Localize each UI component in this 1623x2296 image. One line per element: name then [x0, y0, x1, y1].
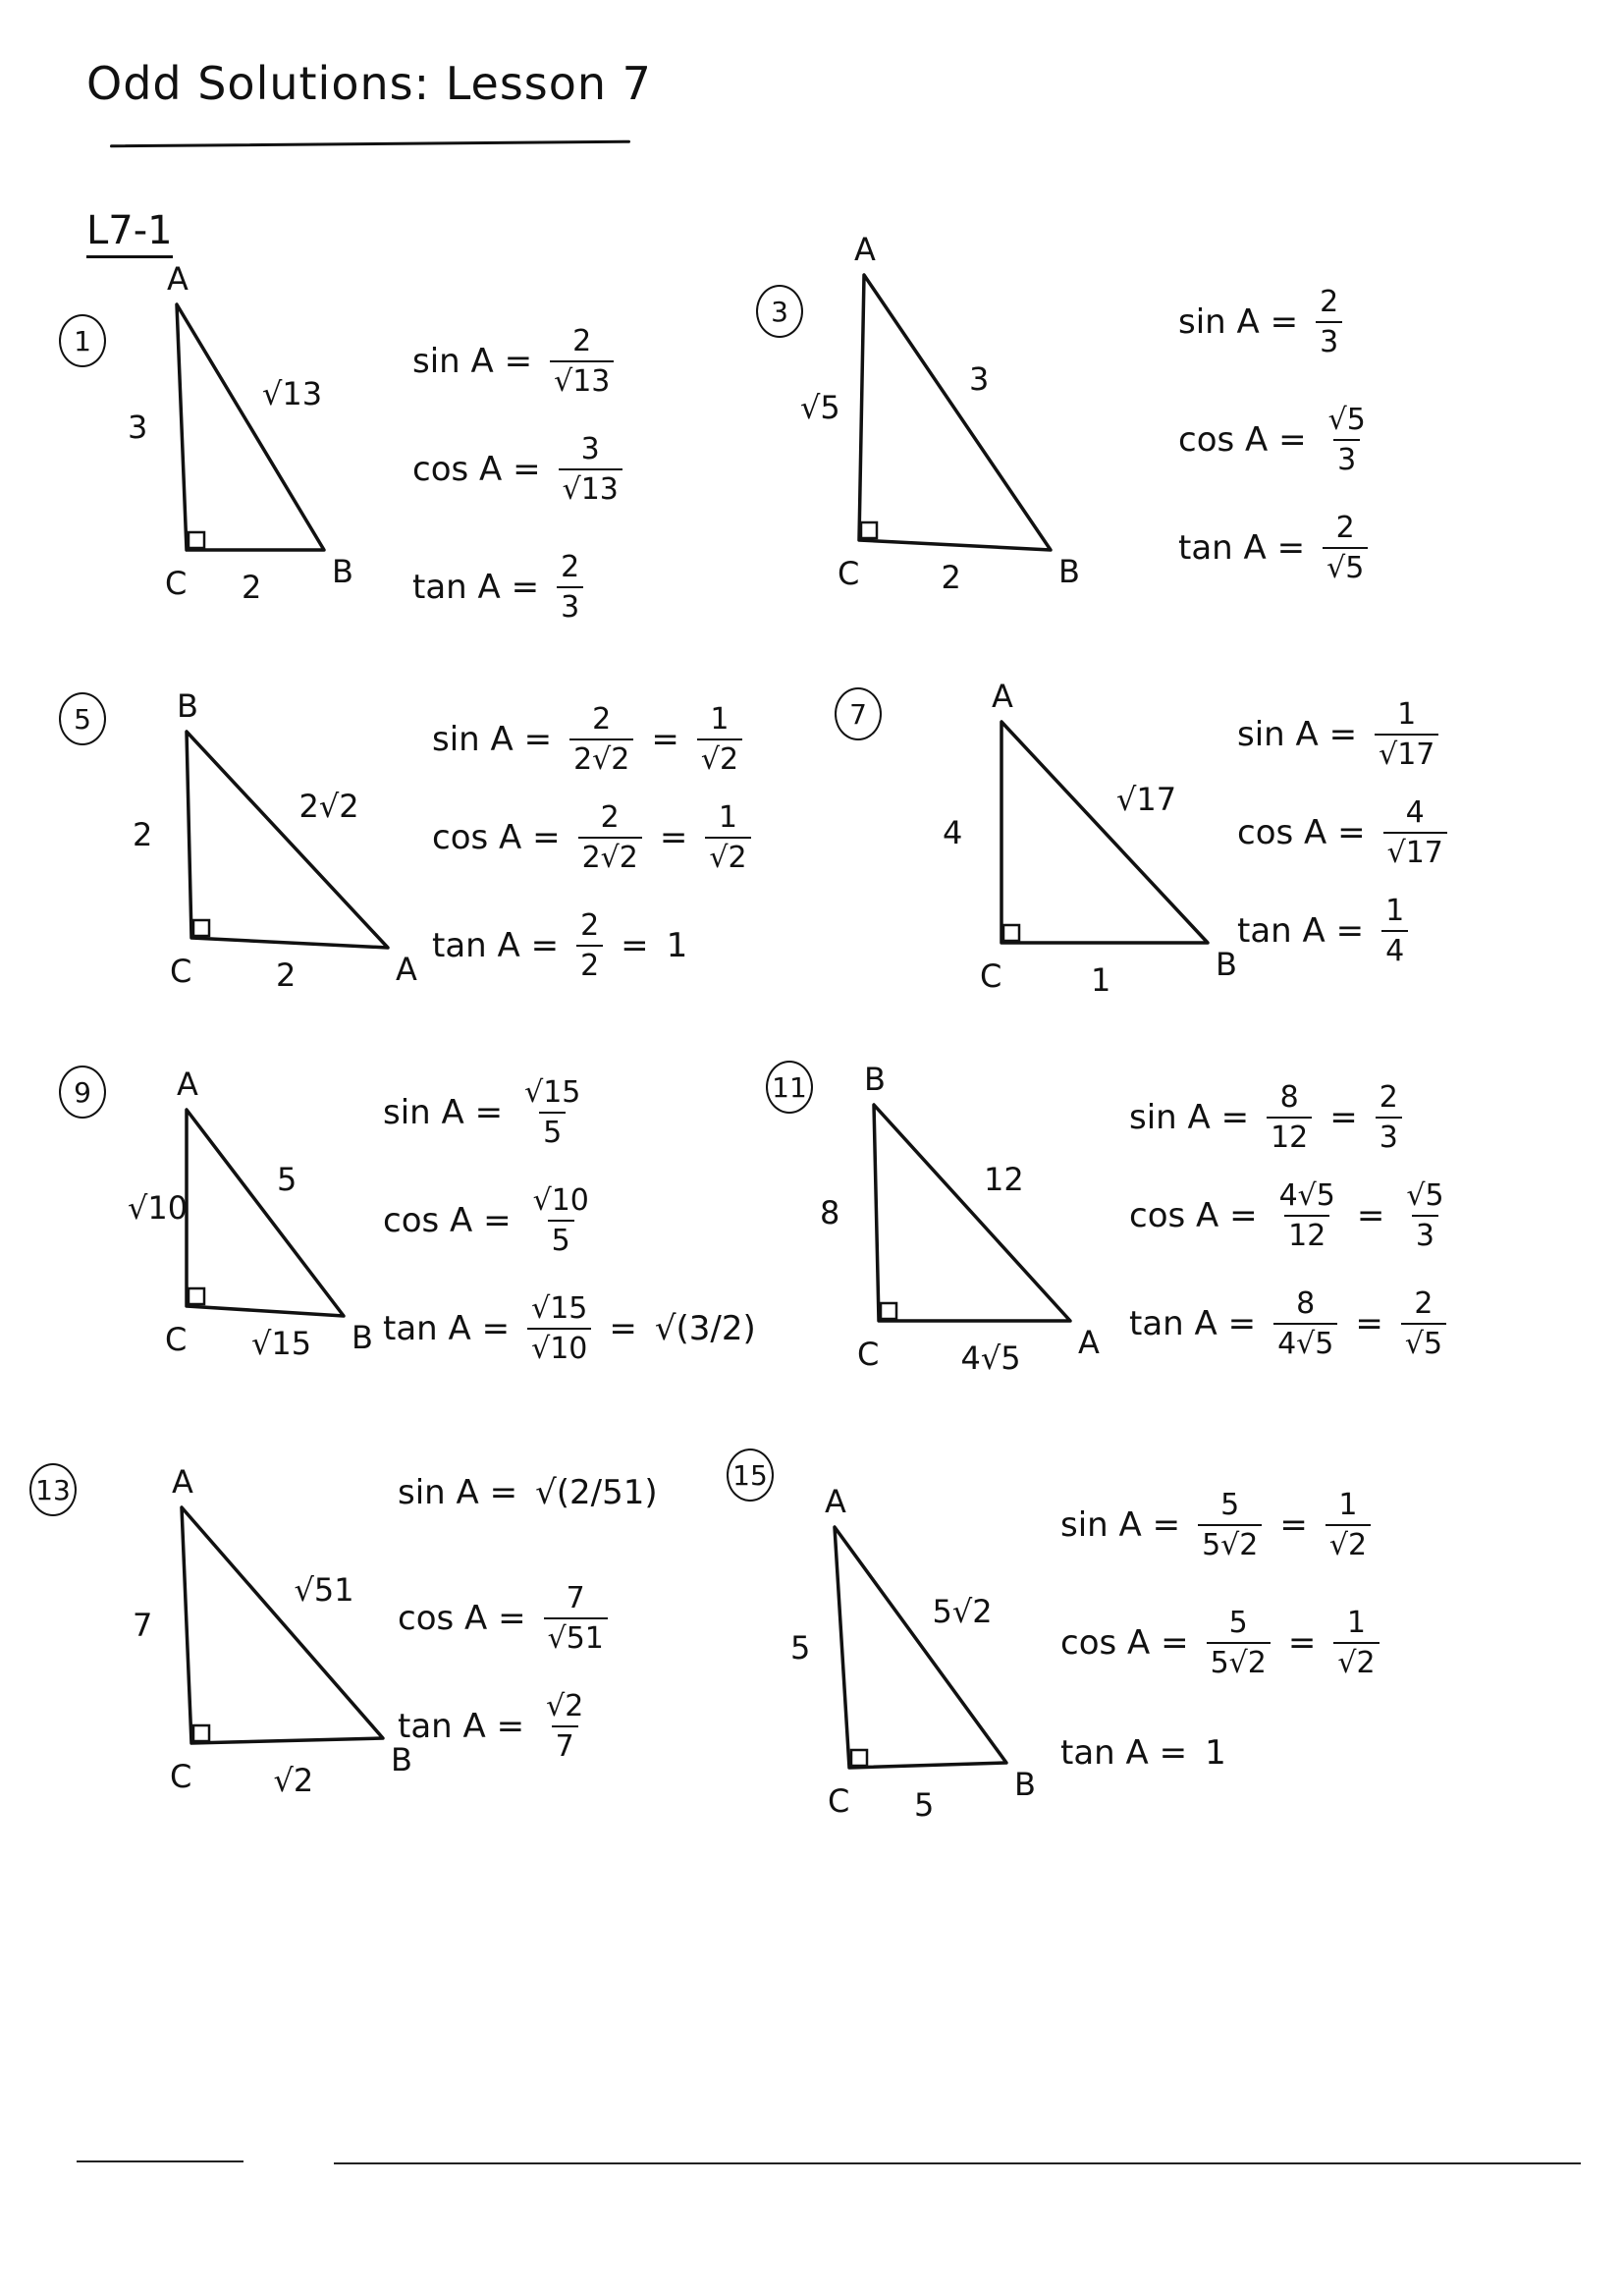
sin-label: sin A =: [1178, 302, 1299, 342]
vertex-label-c: C: [165, 1321, 188, 1358]
right-triangle-diagram: [29, 1444, 442, 1797]
sin-equation: [1178, 285, 1350, 359]
cos-equation: [383, 1183, 601, 1258]
denominator: 2√2: [578, 837, 642, 875]
cos-equation: [432, 800, 759, 875]
cos-label: cos A =: [398, 1599, 526, 1638]
denominator: √2: [697, 738, 742, 777]
side-label-vertical: 7: [133, 1607, 153, 1644]
side-label-hypotenuse: 5: [277, 1161, 298, 1198]
tan-equation: [432, 908, 687, 983]
vertex-label-top: A: [172, 1463, 193, 1501]
fraction: [705, 800, 750, 875]
fraction: [569, 702, 633, 777]
problem-number: 15: [727, 1449, 774, 1502]
equals-sign: =: [609, 1309, 637, 1348]
right-angle-marker: [193, 920, 209, 936]
cos-label: cos A =: [1060, 1623, 1189, 1663]
tan-equation: [383, 1291, 756, 1366]
denominator: 12: [1284, 1215, 1329, 1253]
equals-sign: =: [621, 926, 649, 965]
numerator: 7: [566, 1581, 585, 1615]
side-label-hypotenuse: 5√2: [932, 1593, 993, 1630]
result-value: 1: [666, 926, 688, 965]
section-heading: L7-1: [86, 208, 173, 258]
numerator: 1: [1338, 1488, 1358, 1522]
side-label-vertical: 2: [133, 816, 153, 853]
tan-label: tan A =: [412, 568, 540, 607]
cos-label: cos A =: [1129, 1196, 1258, 1235]
side-label-horizontal: 2: [276, 957, 297, 994]
fraction: [1323, 511, 1368, 585]
fraction: [557, 550, 583, 625]
fraction: [1198, 1488, 1262, 1562]
vertex-label-top: A: [992, 678, 1013, 715]
right-triangle-diagram: [59, 304, 471, 658]
denominator: 3: [557, 586, 583, 625]
tan-label: tan A =: [1178, 528, 1306, 568]
fraction: [1275, 1178, 1339, 1253]
vertex-label-other: B: [1058, 553, 1080, 590]
cos-label: cos A =: [1178, 420, 1307, 460]
fraction: [527, 1291, 591, 1366]
sin-equation: [432, 702, 750, 777]
equals-sign: =: [1279, 1505, 1308, 1545]
denominator: √51: [544, 1617, 608, 1656]
tan-equation: [1178, 511, 1376, 585]
vertex-label-other: B: [1216, 946, 1237, 983]
vertex-label-top: A: [177, 1066, 198, 1103]
cos-equation: [398, 1581, 616, 1656]
side-label-vertical: √10: [128, 1189, 189, 1227]
denominator: 3: [1333, 439, 1360, 477]
vertex-label-c: C: [170, 1758, 192, 1795]
sin-equation: [412, 324, 622, 399]
problem-number: 3: [756, 285, 803, 338]
side-label-hypotenuse: √17: [1116, 780, 1177, 818]
denominator: √2: [705, 837, 750, 875]
fraction: [520, 1075, 584, 1150]
vertex-label-c: C: [838, 555, 860, 592]
footer-rule-short: [77, 2160, 243, 2162]
problem-number: 5: [59, 692, 106, 745]
fraction: [1402, 1178, 1447, 1253]
denominator: 4√5: [1273, 1323, 1337, 1361]
numerator: 2: [572, 324, 592, 358]
side-label-vertical: 4: [943, 813, 963, 851]
right-angle-marker: [1003, 925, 1019, 941]
tan-equation: [1060, 1733, 1226, 1773]
right-angle-marker: [189, 1288, 204, 1304]
numerator: 2: [1379, 1080, 1398, 1115]
numerator: 2: [561, 550, 580, 584]
vertex-label-top: B: [864, 1061, 886, 1098]
fraction: [697, 702, 742, 777]
fraction: [1375, 697, 1438, 772]
denominator: √5: [1401, 1323, 1446, 1361]
vertex-label-other: A: [1078, 1324, 1100, 1361]
denominator: √13: [550, 360, 614, 399]
title-underline: [110, 140, 630, 148]
numerator: √15: [524, 1075, 581, 1110]
numerator: √10: [532, 1183, 589, 1218]
denominator: 5: [539, 1112, 566, 1150]
tan-equation: [1237, 894, 1416, 968]
cos-equation: [1129, 1178, 1456, 1253]
vertex-label-c: C: [980, 957, 1002, 995]
cos-label: cos A =: [412, 450, 541, 489]
denominator: 5√2: [1198, 1524, 1262, 1562]
numerator: 2: [1320, 285, 1339, 319]
denominator: √2: [1333, 1642, 1379, 1680]
sin-label: sin A =: [1129, 1098, 1250, 1137]
side-label-horizontal: √2: [273, 1762, 314, 1799]
vertex-label-c: C: [170, 953, 192, 990]
fraction: [1325, 1488, 1371, 1562]
numerator: 4√5: [1278, 1178, 1335, 1213]
numerator: 8: [1279, 1080, 1299, 1115]
fraction: [1376, 1080, 1402, 1155]
cos-label: cos A =: [432, 818, 561, 857]
numerator: √2: [546, 1689, 584, 1723]
fraction: [1383, 795, 1447, 870]
sin-label: sin A =: [398, 1473, 518, 1512]
right-triangle-diagram: [756, 275, 1168, 629]
numerator: 1: [710, 702, 730, 737]
denominator: √10: [527, 1328, 591, 1366]
vertex-label-top: A: [854, 231, 876, 268]
denominator: 2: [576, 945, 603, 983]
vertex-label-c: C: [857, 1336, 880, 1373]
side-label-horizontal: √15: [251, 1325, 312, 1362]
side-label-horizontal: 1: [1091, 961, 1111, 999]
side-label-horizontal: 4√5: [960, 1339, 1021, 1377]
sin-label: sin A =: [383, 1093, 504, 1132]
vertex-label-top: B: [177, 687, 198, 725]
problem-number: 11: [766, 1061, 813, 1114]
sin-equation: [383, 1075, 592, 1150]
fraction: [1381, 894, 1408, 968]
denominator: 5: [548, 1220, 574, 1258]
vertex-label-top: A: [167, 260, 189, 298]
numerator: 1: [1397, 697, 1417, 732]
denominator: √5: [1323, 547, 1368, 585]
sin-equation: [1129, 1080, 1410, 1155]
fraction: [550, 324, 614, 399]
fraction: [576, 908, 603, 983]
numerator: 2: [1335, 511, 1355, 545]
denominator: 4: [1381, 930, 1408, 968]
denominator: √17: [1375, 734, 1438, 772]
problem-number: 7: [835, 687, 882, 740]
cos-equation: [412, 432, 630, 507]
fraction: [529, 1183, 593, 1258]
vertex-label-other: A: [396, 951, 417, 988]
equals-sign: =: [659, 818, 688, 857]
denominator: 7: [552, 1725, 578, 1764]
side-label-vertical: 8: [820, 1194, 840, 1231]
side-label-hypotenuse: 12: [984, 1161, 1024, 1198]
sin-label: sin A =: [412, 342, 533, 381]
numerator: 5: [1228, 1606, 1248, 1640]
numerator: √15: [531, 1291, 588, 1326]
vertex-label-other: B: [332, 553, 353, 590]
tan-equation: [412, 550, 591, 625]
tan-equation: [398, 1689, 595, 1764]
tan-label: tan A =: [432, 926, 560, 965]
right-angle-marker: [851, 1750, 867, 1766]
equals-sign: =: [1356, 1196, 1385, 1235]
right-angle-marker: [189, 532, 204, 548]
vertex-label-other: B: [352, 1319, 373, 1356]
sin-equation: [1060, 1488, 1379, 1562]
side-label-horizontal: 2: [941, 559, 961, 596]
problem-number: 1: [59, 314, 106, 367]
sin-equation: [1237, 697, 1446, 772]
vertex-label-other: B: [391, 1741, 412, 1778]
sin-label: sin A =: [1060, 1505, 1181, 1545]
tan-label: tan A =: [1060, 1733, 1188, 1773]
side-label-horizontal: 2: [242, 569, 262, 606]
fraction: [1267, 1080, 1312, 1155]
side-label-vertical: 3: [128, 409, 148, 446]
side-label-hypotenuse: √13: [262, 375, 323, 412]
numerator: √5: [1327, 403, 1366, 437]
numerator: 2: [592, 702, 612, 737]
problem-number: 9: [59, 1066, 106, 1119]
numerator: 2: [580, 908, 600, 943]
sin-label: sin A =: [432, 720, 553, 759]
denominator: 12: [1267, 1117, 1312, 1155]
result-value: √(3/2): [654, 1309, 756, 1348]
page-title: Odd Solutions: Lesson 7: [86, 57, 652, 110]
side-label-hypotenuse: 2√2: [298, 788, 359, 825]
fraction: [1273, 1286, 1337, 1361]
tan-equation: [1129, 1286, 1454, 1361]
vertex-label-c: C: [165, 565, 188, 602]
fraction: [578, 800, 642, 875]
vertex-label-top: A: [825, 1483, 846, 1520]
footer-rule-long: [334, 2162, 1581, 2164]
result-value: √(2/51): [535, 1473, 658, 1512]
cos-label: cos A =: [383, 1201, 512, 1240]
side-label-hypotenuse: √51: [294, 1570, 354, 1609]
equals-sign: =: [651, 720, 679, 759]
cos-label: cos A =: [1237, 813, 1366, 852]
numerator: 5: [1220, 1488, 1240, 1522]
denominator: 3: [1376, 1117, 1402, 1155]
numerator: 2: [1414, 1286, 1434, 1321]
vertex-label-other: B: [1014, 1766, 1036, 1803]
denominator: √2: [1325, 1524, 1371, 1562]
fraction: [1207, 1606, 1271, 1680]
equals-sign: =: [1287, 1623, 1317, 1663]
tan-label: tan A =: [398, 1707, 525, 1746]
sin-label: sin A =: [1237, 715, 1358, 754]
numerator: 8: [1296, 1286, 1316, 1321]
cos-equation: [1237, 795, 1455, 870]
cos-equation: [1178, 403, 1378, 477]
side-label-vertical: √5: [800, 389, 840, 426]
denominator: 3: [1412, 1215, 1438, 1253]
denominator: √13: [559, 468, 622, 507]
numerator: 1: [1346, 1606, 1367, 1640]
fraction: [1325, 403, 1370, 477]
denominator: 3: [1316, 321, 1342, 359]
result-value: 1: [1205, 1733, 1226, 1773]
numerator: 2: [600, 800, 620, 835]
fraction: [1333, 1606, 1379, 1680]
numerator: √5: [1406, 1178, 1444, 1213]
problem-number: 13: [29, 1463, 77, 1516]
cos-equation: [1060, 1606, 1387, 1680]
tan-label: tan A =: [1237, 911, 1365, 951]
denominator: √17: [1383, 832, 1447, 870]
right-triangle-diagram: [835, 678, 1247, 1031]
tan-label: tan A =: [383, 1309, 511, 1348]
side-label-hypotenuse: 3: [969, 360, 990, 398]
tan-label: tan A =: [1129, 1304, 1257, 1343]
sin-equation: [398, 1473, 658, 1512]
numerator: 4: [1405, 795, 1425, 830]
right-angle-marker: [881, 1303, 896, 1319]
right-angle-marker: [193, 1725, 209, 1741]
denominator: 5√2: [1207, 1642, 1271, 1680]
side-label-vertical: 5: [790, 1628, 811, 1667]
side-label-horizontal: 5: [914, 1786, 935, 1824]
right-angle-marker: [861, 522, 877, 538]
denominator: 2√2: [569, 738, 633, 777]
numerator: 1: [1385, 894, 1405, 928]
fraction: [542, 1689, 587, 1764]
numerator: 1: [718, 800, 738, 835]
fraction: [1401, 1286, 1446, 1361]
fraction: [544, 1581, 608, 1656]
fraction: [1316, 285, 1342, 359]
equals-sign: =: [1329, 1098, 1358, 1137]
vertex-label-c: C: [828, 1782, 850, 1820]
equals-sign: =: [1355, 1304, 1383, 1343]
fraction: [559, 432, 622, 507]
numerator: 3: [580, 432, 600, 466]
